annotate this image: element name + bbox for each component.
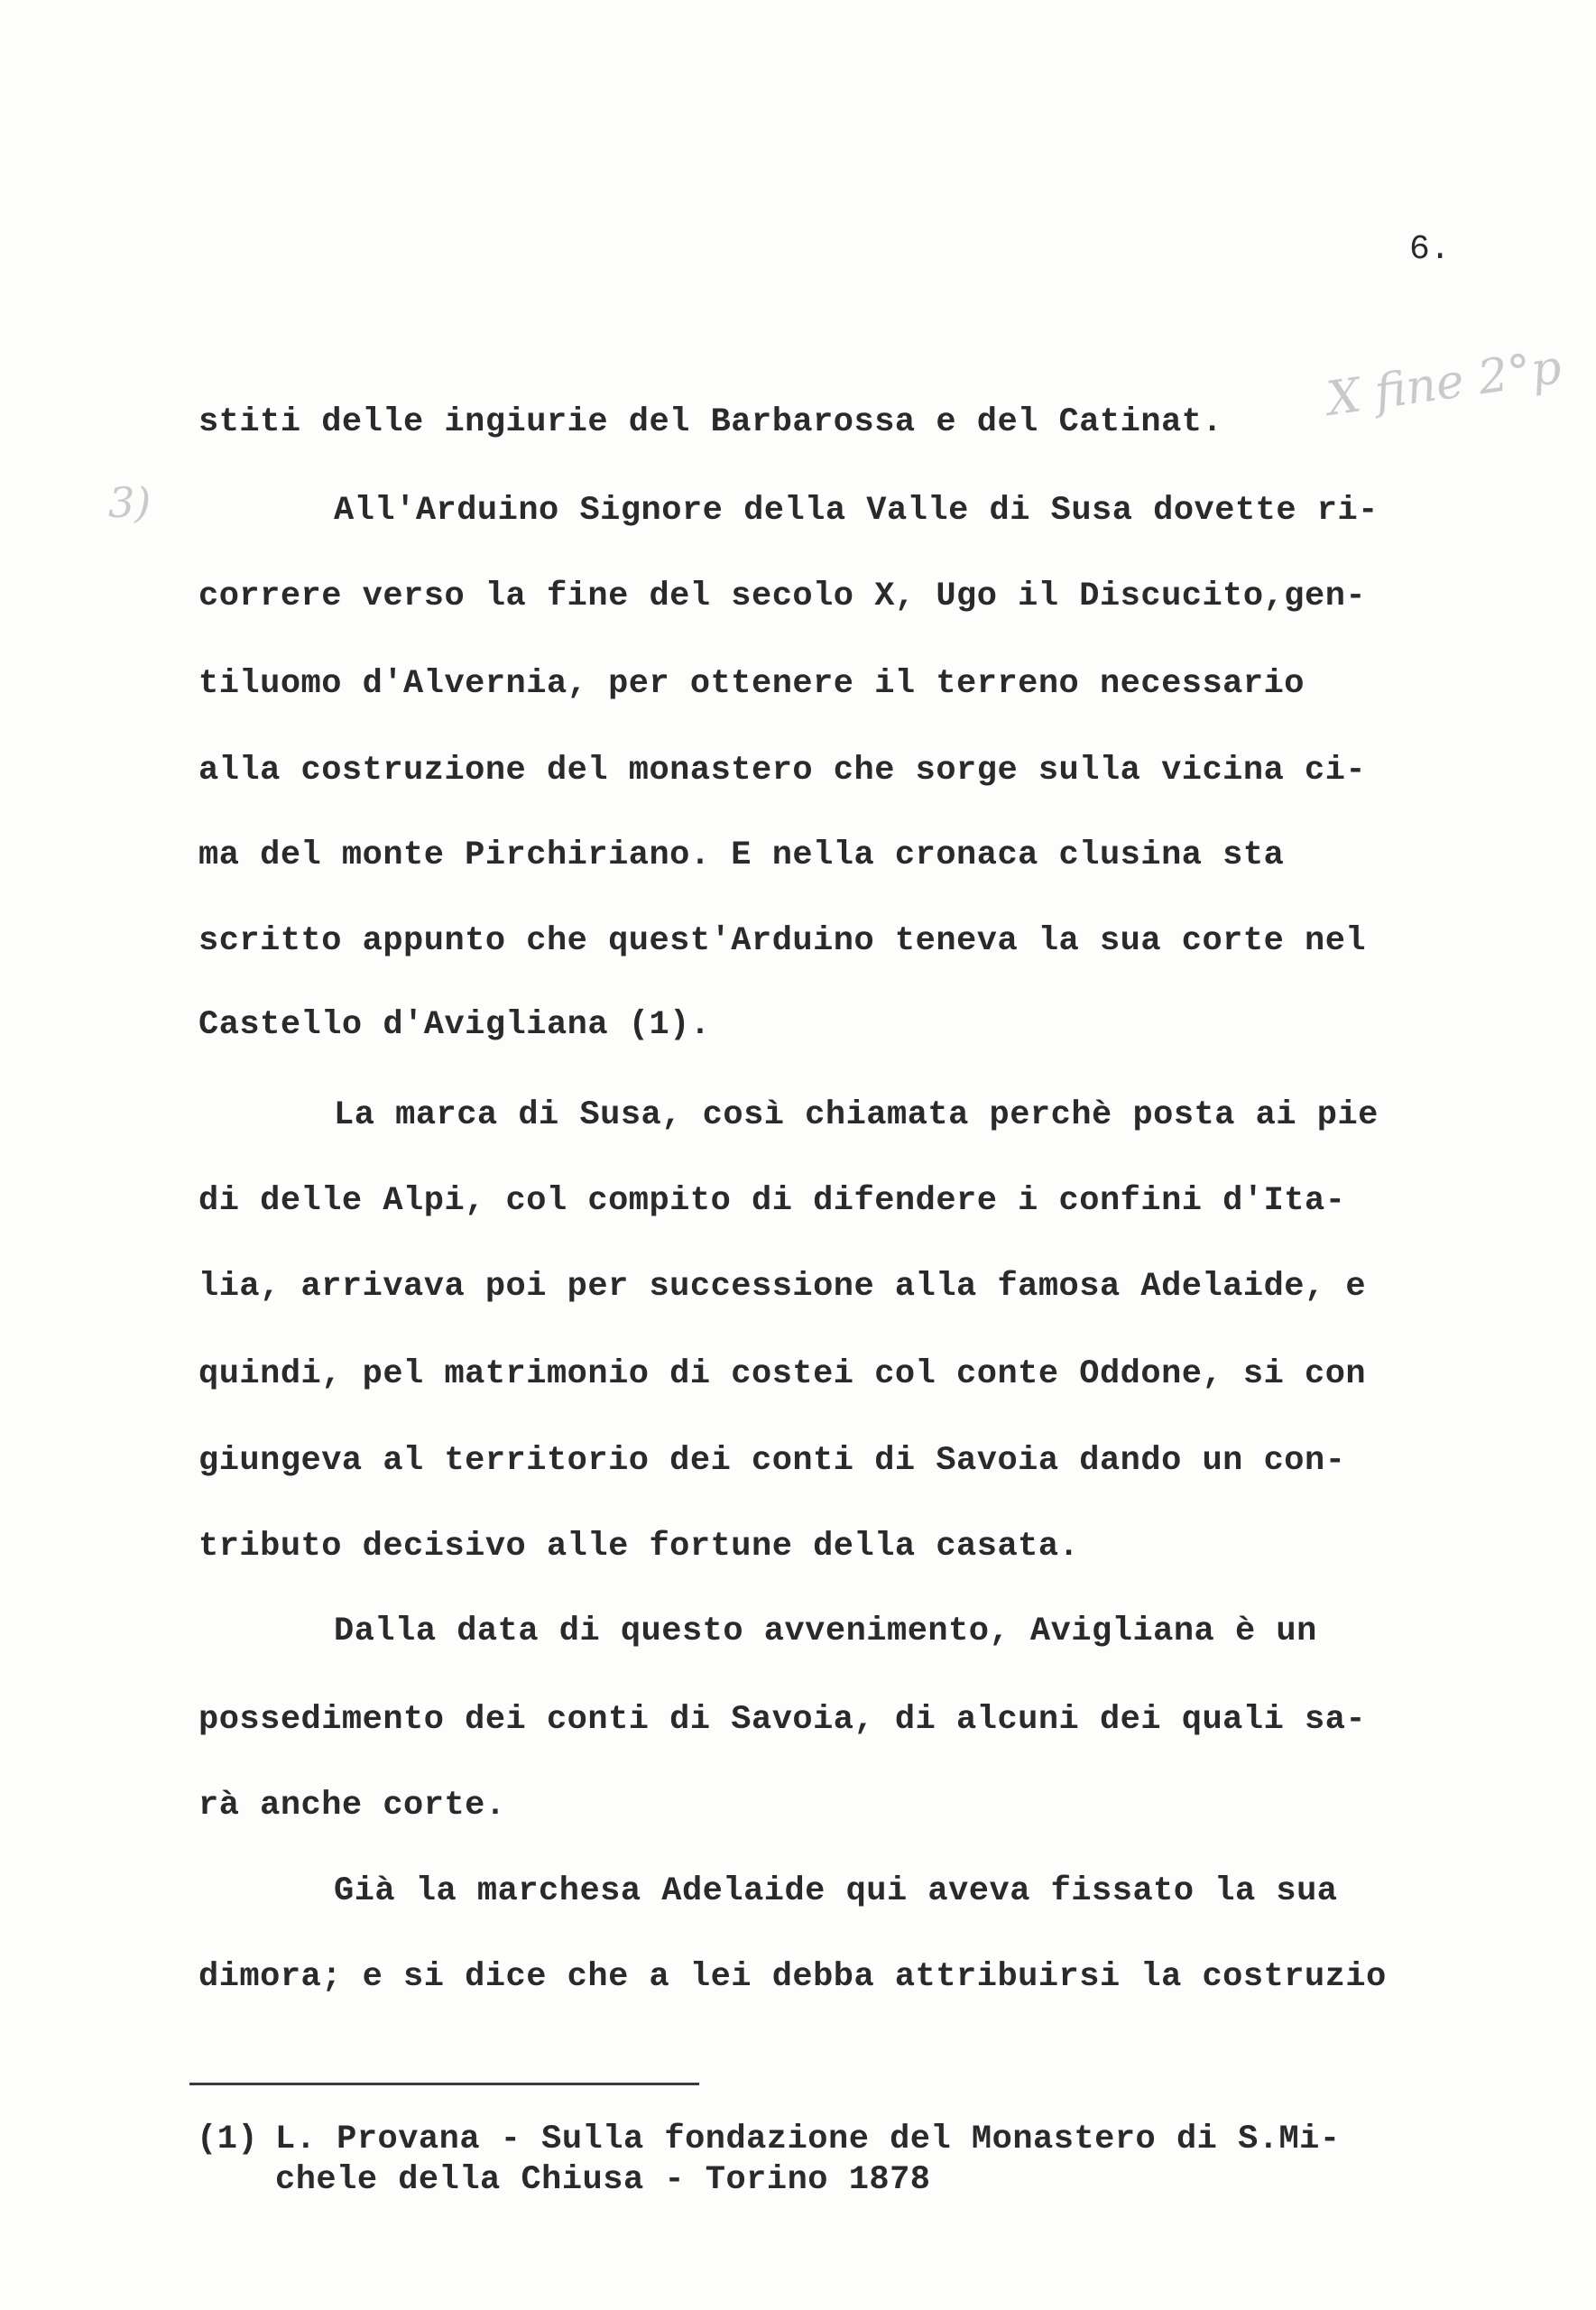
text-line: possedimento dei conti di Savoia, di alcuni dei quali sa- [198, 1701, 1367, 1739]
text-line: correre verso la fine del secolo X, Ugo il Discucito,gen- [198, 578, 1367, 615]
pencil-margin-mark: 3) [108, 478, 152, 527]
text-line: giungeva al territorio dei conti di Savoia dando un con- [198, 1442, 1346, 1480]
text-line: tributo decisivo alle fortune della casata. [198, 1528, 1080, 1566]
footnote-marker: (1) [197, 2121, 259, 2158]
text-line: Castello d'Avigliana (1). [198, 1006, 711, 1044]
text-line: ma del monte Pirchiriano. E nella cronaca clusina sta [198, 836, 1285, 874]
page-number: 6. [1409, 230, 1451, 269]
text-line: dimora; e si dice che a lei debba attribuirsi la costruzio [198, 1958, 1387, 1996]
text-line: Già la marchesa Adelaide qui aveva fissato la sua [334, 1872, 1338, 1910]
footnote-text-line: L. Provana - Sulla fondazione del Monastero di S.Mi- [275, 2121, 1341, 2158]
text-line: quindi, pel matrimonio di costei col conte Oddone, si con [198, 1355, 1367, 1393]
text-line: stiti delle ingiurie del Barbarossa e del Catinat. [198, 403, 1223, 441]
text-line: Dalla data di questo avvenimento, Avigliana è un [334, 1612, 1317, 1650]
pencil-margin-note: X fine 2°p [1324, 340, 1565, 427]
text-line: alla costruzione del monastero che sorge sulla vicina ci- [198, 752, 1367, 790]
footnote-rule [189, 2083, 699, 2085]
text-line: rà anche corte. [198, 1787, 506, 1825]
text-line: All'Arduino Signore della Valle di Susa dovette ri- [334, 492, 1379, 530]
text-line: lia, arrivava poi per successione alla famosa Adelaide, e [198, 1268, 1367, 1306]
text-line: scritto appunto che quest'Arduino teneva la sua corte nel [198, 922, 1367, 960]
footnote-text-line: chele della Chiusa - Torino 1878 [275, 2161, 931, 2199]
text-line: di delle Alpi, col compito di difendere i confini d'Ita- [198, 1182, 1346, 1220]
text-line: La marca di Susa, così chiamata perchè posta ai pie [334, 1096, 1379, 1134]
text-line: tiluomo d'Alvernia, per ottenere il terreno necessario [198, 665, 1305, 703]
